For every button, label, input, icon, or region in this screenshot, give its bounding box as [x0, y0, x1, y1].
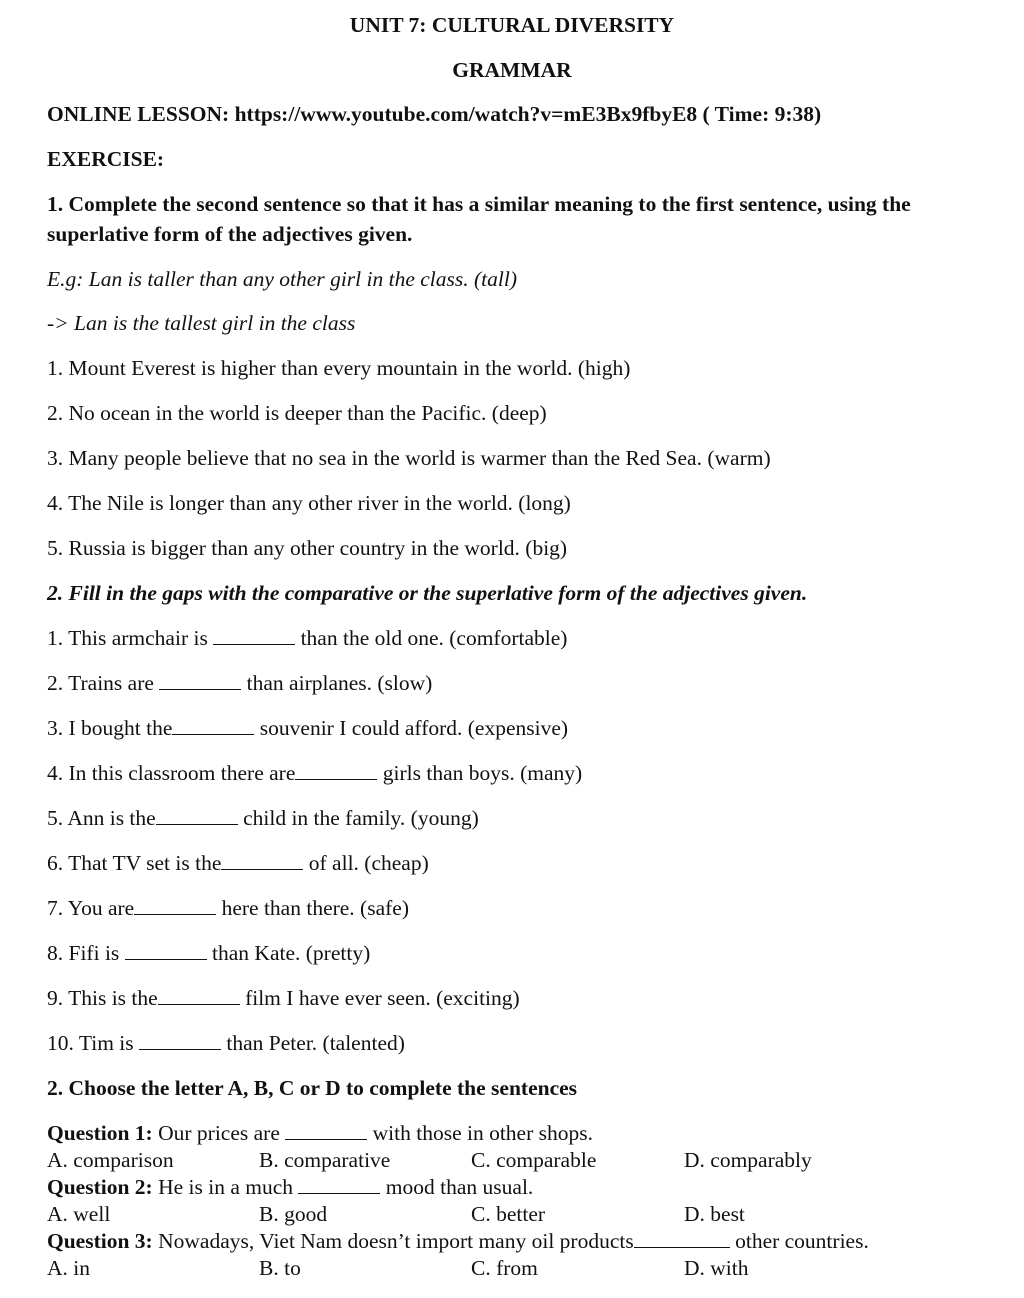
answer-blank[interactable] [285, 1123, 367, 1140]
item-text-before: 5. Ann is the [47, 806, 156, 830]
question-text-before: Our prices are [152, 1121, 286, 1145]
item-text-after: than Peter. (talented) [221, 1031, 405, 1055]
question-label: Question 2: [47, 1175, 153, 1199]
item-text-before: 10. Tim is [47, 1031, 140, 1055]
question-text-after: mood than usual. [380, 1175, 534, 1199]
item-text-after: than airplanes. (slow) [241, 671, 433, 695]
option-c[interactable]: C. better [471, 1202, 546, 1226]
option-c[interactable]: C. comparable [471, 1148, 597, 1172]
section-title: GRAMMAR [452, 58, 572, 82]
option-d[interactable]: D. with [684, 1256, 749, 1280]
answer-blank[interactable] [298, 1177, 380, 1194]
item-text-before: 1. This armchair is [47, 626, 214, 650]
part2-item [47, 805, 479, 831]
part2-item [47, 850, 429, 876]
question-stem [47, 1228, 869, 1254]
answer-blank[interactable] [156, 808, 238, 825]
answer-blank[interactable] [159, 673, 241, 690]
part2-item [47, 895, 409, 921]
answer-blank[interactable] [213, 628, 295, 645]
question-text-before: He is in a much [152, 1175, 299, 1199]
item-text-after: here than there. (safe) [216, 896, 409, 920]
question-label: Question 1: [47, 1121, 153, 1145]
question-label: Question 3: [47, 1229, 153, 1253]
part2-instruction: 2. Fill in the gaps with the comparative or the superlative form of the adjectives given. [47, 581, 808, 605]
item-text-before: 7. You are [47, 896, 135, 920]
item-text-after: child in the family. (young) [237, 806, 479, 830]
part3-instruction: 2. Choose the letter A, B, C or D to complete the sentences [47, 1076, 578, 1100]
answer-blank[interactable] [221, 853, 303, 870]
item-text-after: girls than boys. (many) [377, 761, 583, 785]
part1-item: 2. No ocean in the world is deeper than the Pacific. (deep) [47, 401, 547, 425]
part2-item [47, 670, 432, 696]
part1-item: 1. Mount Everest is higher than every mountain in the world. (high) [47, 356, 631, 380]
item-text-after: than Kate. (pretty) [206, 941, 371, 965]
answer-blank[interactable] [295, 763, 377, 780]
answer-blank[interactable] [634, 1231, 730, 1248]
option-a[interactable]: A. well [47, 1202, 111, 1226]
question-text-after: with those in other shops. [367, 1121, 593, 1145]
item-text-after: film I have ever seen. (exciting) [239, 986, 520, 1010]
option-c[interactable]: C. from [471, 1256, 538, 1280]
question-text-after: other countries. [729, 1229, 869, 1253]
part2-item [47, 940, 370, 966]
option-a[interactable]: A. comparison [47, 1148, 174, 1172]
part1-item: 3. Many people believe that no sea in the world is warmer than the Red Sea. (warm) [47, 446, 771, 470]
part1-example: E.g: Lan is taller than any other girl in the class. (tall) [47, 267, 517, 291]
item-text-after: souvenir I could afford. (expensive) [254, 716, 569, 740]
item-text-before: 2. Trains are [47, 671, 160, 695]
option-d[interactable]: D. comparably [684, 1148, 812, 1172]
answer-blank[interactable] [134, 898, 216, 915]
part1-item: 4. The Nile is longer than any other river in the world. (long) [47, 491, 571, 515]
item-text-before: 3. I bought the [47, 716, 173, 740]
question-text-before: Nowadays, Viet Nam doesn’t import many oil products [152, 1229, 634, 1253]
option-b[interactable]: B. comparative [259, 1148, 391, 1172]
part2-item [47, 760, 582, 786]
unit-title: UNIT 7: CULTURAL DIVERSITY [349, 13, 675, 37]
answer-blank[interactable] [172, 718, 254, 735]
part2-item [47, 625, 567, 651]
answer-blank[interactable] [125, 943, 207, 960]
part2-item [47, 715, 568, 741]
online-lesson-link[interactable]: ONLINE LESSON: https://www.youtube.com/watch?v=mE3Bx9fbyE8 ( Time: 9:38) [47, 102, 822, 126]
item-text-after: than the old one. (comfortable) [295, 626, 568, 650]
exercise-label: EXERCISE: [47, 147, 165, 171]
option-a[interactable]: A. in [47, 1256, 90, 1280]
item-text-before: 9. This is the [47, 986, 158, 1010]
question-stem [47, 1174, 533, 1200]
question-stem [47, 1120, 593, 1146]
answer-blank[interactable] [158, 988, 240, 1005]
item-text-after: of all. (cheap) [303, 851, 429, 875]
part1-example-answer: -> Lan is the tallest girl in the class [47, 311, 356, 335]
answer-blank[interactable] [139, 1033, 221, 1050]
part2-item [47, 1030, 405, 1056]
part2-item [47, 985, 520, 1011]
option-b[interactable]: B. to [259, 1256, 301, 1280]
item-text-before: 6. That TV set is the [47, 851, 222, 875]
option-b[interactable]: B. good [259, 1202, 328, 1226]
part1-item: 5. Russia is bigger than any other country in the world. (big) [47, 536, 568, 560]
option-d[interactable]: D. best [684, 1202, 745, 1226]
item-text-before: 4. In this classroom there are [47, 761, 296, 785]
item-text-before: 8. Fifi is [47, 941, 125, 965]
part1-instruction: 1. Complete the second sentence so that it has a similar meaning to the first sentence, using the superlative form of the adjectives given. [47, 192, 911, 246]
